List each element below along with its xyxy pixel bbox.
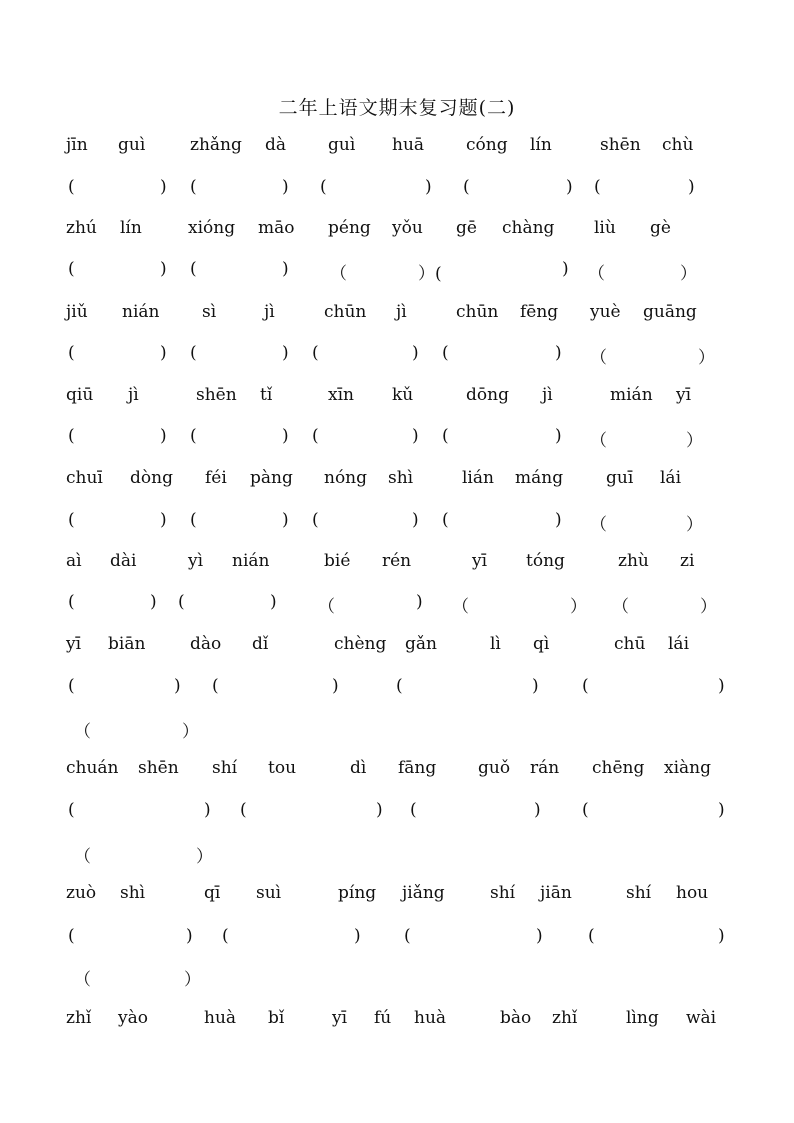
answer-paren: ) <box>270 592 277 612</box>
answer-paren: ) <box>332 676 339 696</box>
pinyin-syllable: fú <box>374 1008 392 1028</box>
answer-paren: ) <box>412 510 419 530</box>
pinyin-syllable: chūn <box>456 302 499 322</box>
answer-paren: ) <box>534 800 541 820</box>
answer-paren: ( <box>68 800 75 820</box>
answer-paren: ) <box>160 259 167 279</box>
pinyin-syllable: guāng <box>643 302 697 322</box>
pinyin-syllable: lái <box>668 634 690 654</box>
answer-blank-line <box>0 717 794 747</box>
pinyin-line <box>0 1008 794 1038</box>
pinyin-syllable: chèng <box>334 634 387 654</box>
pinyin-syllable: nián <box>232 551 270 571</box>
pinyin-syllable: māo <box>258 218 295 238</box>
answer-paren: ） <box>196 847 213 867</box>
answer-paren: ） <box>686 431 703 451</box>
pinyin-line <box>0 218 794 248</box>
answer-paren: ) <box>566 177 573 197</box>
answer-paren: （ <box>330 264 347 284</box>
answer-paren: ( <box>396 676 403 696</box>
pinyin-syllable: chuī <box>66 468 103 488</box>
answer-paren: （ <box>612 597 629 617</box>
pinyin-syllable: aì <box>66 551 82 571</box>
pinyin-syllable: liù <box>594 218 616 238</box>
answer-paren: ） <box>182 722 199 742</box>
answer-blank-line <box>0 343 794 373</box>
answer-blank-line <box>0 177 794 207</box>
answer-paren: ( <box>68 343 75 363</box>
pinyin-syllable: féi <box>205 468 227 488</box>
pinyin-syllable: dì <box>350 758 367 778</box>
answer-paren: ( <box>404 926 411 946</box>
answer-paren: ) <box>186 926 193 946</box>
answer-paren: （ <box>590 348 607 368</box>
pinyin-syllable: dào <box>190 634 222 654</box>
answer-paren: ） <box>700 597 717 617</box>
pinyin-syllable: chù <box>662 135 694 155</box>
answer-paren: ( <box>442 343 449 363</box>
answer-paren: ( <box>68 676 75 696</box>
answer-paren: ( <box>240 800 247 820</box>
pinyin-syllable: lián <box>462 468 494 488</box>
answer-paren: （ <box>74 722 91 742</box>
pinyin-syllable: shì <box>388 468 414 488</box>
pinyin-syllable: sì <box>202 302 217 322</box>
pinyin-syllable: zhǐ <box>552 1008 578 1028</box>
answer-paren: ) <box>174 676 181 696</box>
answer-paren: ) <box>718 926 725 946</box>
answer-paren: ( <box>463 177 470 197</box>
answer-paren: ) <box>555 343 562 363</box>
answer-blank-line <box>0 259 794 289</box>
answer-blank-line <box>0 676 794 706</box>
answer-paren: ( <box>68 926 75 946</box>
answer-paren: ）( <box>418 264 442 284</box>
answer-paren: ) <box>412 426 419 446</box>
pinyin-line <box>0 135 794 165</box>
pinyin-line <box>0 634 794 664</box>
pinyin-syllable: jì <box>396 302 407 322</box>
pinyin-syllable: dòng <box>130 468 173 488</box>
answer-blank-line <box>0 592 794 622</box>
pinyin-syllable: pàng <box>250 468 293 488</box>
answer-paren: ） <box>570 597 587 617</box>
pinyin-line <box>0 468 794 498</box>
answer-paren: ( <box>312 510 319 530</box>
pinyin-syllable: lín <box>530 135 552 155</box>
pinyin-syllable: jiǔ <box>66 302 88 322</box>
pinyin-syllable: chū <box>614 634 646 654</box>
answer-paren: ( <box>588 926 595 946</box>
pinyin-syllable: zhǎng <box>190 135 242 155</box>
answer-paren: ( <box>190 343 197 363</box>
pinyin-syllable: zhǐ <box>66 1008 92 1028</box>
pinyin-syllable: xióng <box>188 218 236 238</box>
pinyin-syllable: dà <box>265 135 287 155</box>
answer-paren: ) <box>718 676 725 696</box>
answer-paren: （ <box>74 847 91 867</box>
pinyin-syllable: huà <box>204 1008 237 1028</box>
answer-paren: ) <box>354 926 361 946</box>
pinyin-syllable: yī <box>472 551 488 571</box>
pinyin-syllable: guǒ <box>478 758 511 778</box>
pinyin-syllable: bào <box>500 1008 532 1028</box>
pinyin-syllable: qì <box>533 634 550 654</box>
pinyin-syllable: chàng <box>502 218 555 238</box>
pinyin-line <box>0 551 794 581</box>
pinyin-syllable: lín <box>120 218 142 238</box>
page-title: 二年上语文期末复习题(二) <box>278 97 516 119</box>
pinyin-syllable: guì <box>118 135 146 155</box>
pinyin-syllable: shēn <box>196 385 237 405</box>
pinyin-syllable: nián <box>122 302 160 322</box>
answer-paren: ) <box>282 510 289 530</box>
pinyin-syllable: yī <box>66 634 82 654</box>
answer-paren: ( <box>582 800 589 820</box>
answer-paren: ) <box>282 426 289 446</box>
pinyin-syllable: xiàng <box>664 758 711 778</box>
answer-paren: ) <box>150 592 157 612</box>
answer-paren: ) <box>536 926 543 946</box>
pinyin-syllable: jì <box>264 302 275 322</box>
answer-paren: ） <box>686 515 703 535</box>
answer-paren: ( <box>222 926 229 946</box>
answer-paren: ) <box>160 343 167 363</box>
pinyin-syllable: hou <box>676 883 709 903</box>
pinyin-syllable: yī <box>676 385 692 405</box>
answer-paren: ) <box>416 592 423 612</box>
pinyin-syllable: biān <box>108 634 146 654</box>
pinyin-syllable: shí <box>626 883 652 903</box>
answer-paren: ( <box>190 510 197 530</box>
answer-paren: ( <box>410 800 417 820</box>
pinyin-syllable: zuò <box>66 883 97 903</box>
answer-paren: ( <box>190 177 197 197</box>
pinyin-syllable: zhù <box>618 551 649 571</box>
answer-paren: ) <box>160 177 167 197</box>
pinyin-syllable: mián <box>610 385 653 405</box>
pinyin-syllable: suì <box>256 883 282 903</box>
pinyin-syllable: jiǎng <box>402 883 445 903</box>
pinyin-syllable: yì <box>188 551 204 571</box>
pinyin-syllable: lì <box>490 634 501 654</box>
answer-paren: ) <box>160 426 167 446</box>
pinyin-syllable: fāng <box>398 758 437 778</box>
answer-paren: ) <box>412 343 419 363</box>
pinyin-syllable: jiān <box>540 883 572 903</box>
pinyin-syllable: zhú <box>66 218 97 238</box>
answer-paren: （ <box>318 597 335 617</box>
pinyin-syllable: huā <box>392 135 425 155</box>
pinyin-syllable: chuán <box>66 758 119 778</box>
answer-paren: ) <box>555 426 562 446</box>
answer-blank-line <box>0 965 794 995</box>
answer-paren: ） <box>698 348 715 368</box>
pinyin-syllable: lìng <box>626 1008 659 1028</box>
pinyin-syllable: péng <box>328 218 371 238</box>
pinyin-syllable: shí <box>212 758 238 778</box>
answer-paren: ) <box>376 800 383 820</box>
answer-blank-line <box>0 842 794 872</box>
answer-blank-line <box>0 800 794 830</box>
answer-blank-line <box>0 926 794 956</box>
answer-paren: ) <box>688 177 695 197</box>
pinyin-syllable: lái <box>660 468 682 488</box>
pinyin-syllable: qiū <box>66 385 94 405</box>
pinyin-syllable: guī <box>606 468 634 488</box>
answer-paren: ( <box>312 426 319 446</box>
pinyin-syllable: shì <box>120 883 146 903</box>
answer-paren: ) <box>562 259 569 279</box>
answer-paren: ） <box>184 970 201 990</box>
answer-paren: ) <box>160 510 167 530</box>
pinyin-syllable: kǔ <box>392 385 414 405</box>
answer-paren: （ <box>588 264 605 284</box>
pinyin-syllable: chūn <box>324 302 367 322</box>
answer-paren: ( <box>442 426 449 446</box>
answer-paren: ( <box>212 676 219 696</box>
answer-paren: ( <box>178 592 185 612</box>
pinyin-syllable: yǒu <box>392 218 423 238</box>
pinyin-syllable: nóng <box>324 468 368 488</box>
pinyin-syllable: qī <box>204 883 221 903</box>
pinyin-syllable: dài <box>110 551 137 571</box>
pinyin-syllable: zi <box>680 551 695 571</box>
answer-paren: ) <box>425 177 432 197</box>
answer-paren: ( <box>68 259 75 279</box>
answer-paren: ) <box>532 676 539 696</box>
pinyin-syllable: gè <box>650 218 671 238</box>
answer-paren: ( <box>442 510 449 530</box>
answer-paren: ( <box>190 426 197 446</box>
pinyin-syllable: huà <box>414 1008 447 1028</box>
answer-paren: （ <box>590 431 607 451</box>
answer-paren: （ <box>590 515 607 535</box>
pinyin-syllable: chēng <box>592 758 645 778</box>
pinyin-syllable: fēng <box>520 302 559 322</box>
answer-paren: ( <box>582 676 589 696</box>
pinyin-syllable: tǐ <box>260 385 273 405</box>
answer-paren: ( <box>68 592 75 612</box>
pinyin-syllable: tóng <box>526 551 565 571</box>
answer-paren: ) <box>718 800 725 820</box>
pinyin-line <box>0 883 794 913</box>
pinyin-syllable: rán <box>530 758 560 778</box>
answer-paren: ( <box>68 426 75 446</box>
pinyin-syllable: wài <box>686 1008 717 1028</box>
answer-paren: ( <box>594 177 601 197</box>
answer-blank-line <box>0 426 794 456</box>
answer-paren: ) <box>282 177 289 197</box>
pinyin-syllable: tou <box>268 758 297 778</box>
pinyin-syllable: jì <box>542 385 553 405</box>
answer-paren: ( <box>68 510 75 530</box>
pinyin-syllable: dōng <box>466 385 509 405</box>
pinyin-syllable: jì <box>128 385 139 405</box>
answer-paren: （ <box>452 597 469 617</box>
pinyin-syllable: bié <box>324 551 351 571</box>
pinyin-syllable: píng <box>338 883 377 903</box>
pinyin-syllable: gē <box>456 218 477 238</box>
pinyin-syllable: yào <box>118 1008 148 1028</box>
answer-paren: （ <box>74 970 91 990</box>
pinyin-syllable: dǐ <box>252 634 269 654</box>
answer-paren: ( <box>320 177 327 197</box>
pinyin-syllable: guì <box>328 135 356 155</box>
pinyin-syllable: xīn <box>328 385 354 405</box>
pinyin-syllable: bǐ <box>268 1008 285 1028</box>
pinyin-line <box>0 758 794 788</box>
answer-paren: ) <box>282 343 289 363</box>
pinyin-syllable: rén <box>382 551 412 571</box>
pinyin-syllable: cóng <box>466 135 508 155</box>
answer-paren: ） <box>680 264 697 284</box>
pinyin-line <box>0 385 794 415</box>
pinyin-syllable: yī <box>332 1008 348 1028</box>
pinyin-syllable: yuè <box>590 302 621 322</box>
answer-paren: ( <box>68 177 75 197</box>
answer-paren: ( <box>312 343 319 363</box>
pinyin-syllable: shēn <box>600 135 641 155</box>
pinyin-syllable: jīn <box>66 135 88 155</box>
answer-paren: ( <box>190 259 197 279</box>
answer-blank-line <box>0 510 794 540</box>
answer-paren: ) <box>555 510 562 530</box>
pinyin-syllable: máng <box>515 468 564 488</box>
pinyin-syllable: gǎn <box>405 634 437 654</box>
pinyin-syllable: shēn <box>138 758 179 778</box>
pinyin-syllable: shí <box>490 883 516 903</box>
pinyin-line <box>0 302 794 332</box>
answer-paren: ) <box>204 800 211 820</box>
answer-paren: ) <box>282 259 289 279</box>
